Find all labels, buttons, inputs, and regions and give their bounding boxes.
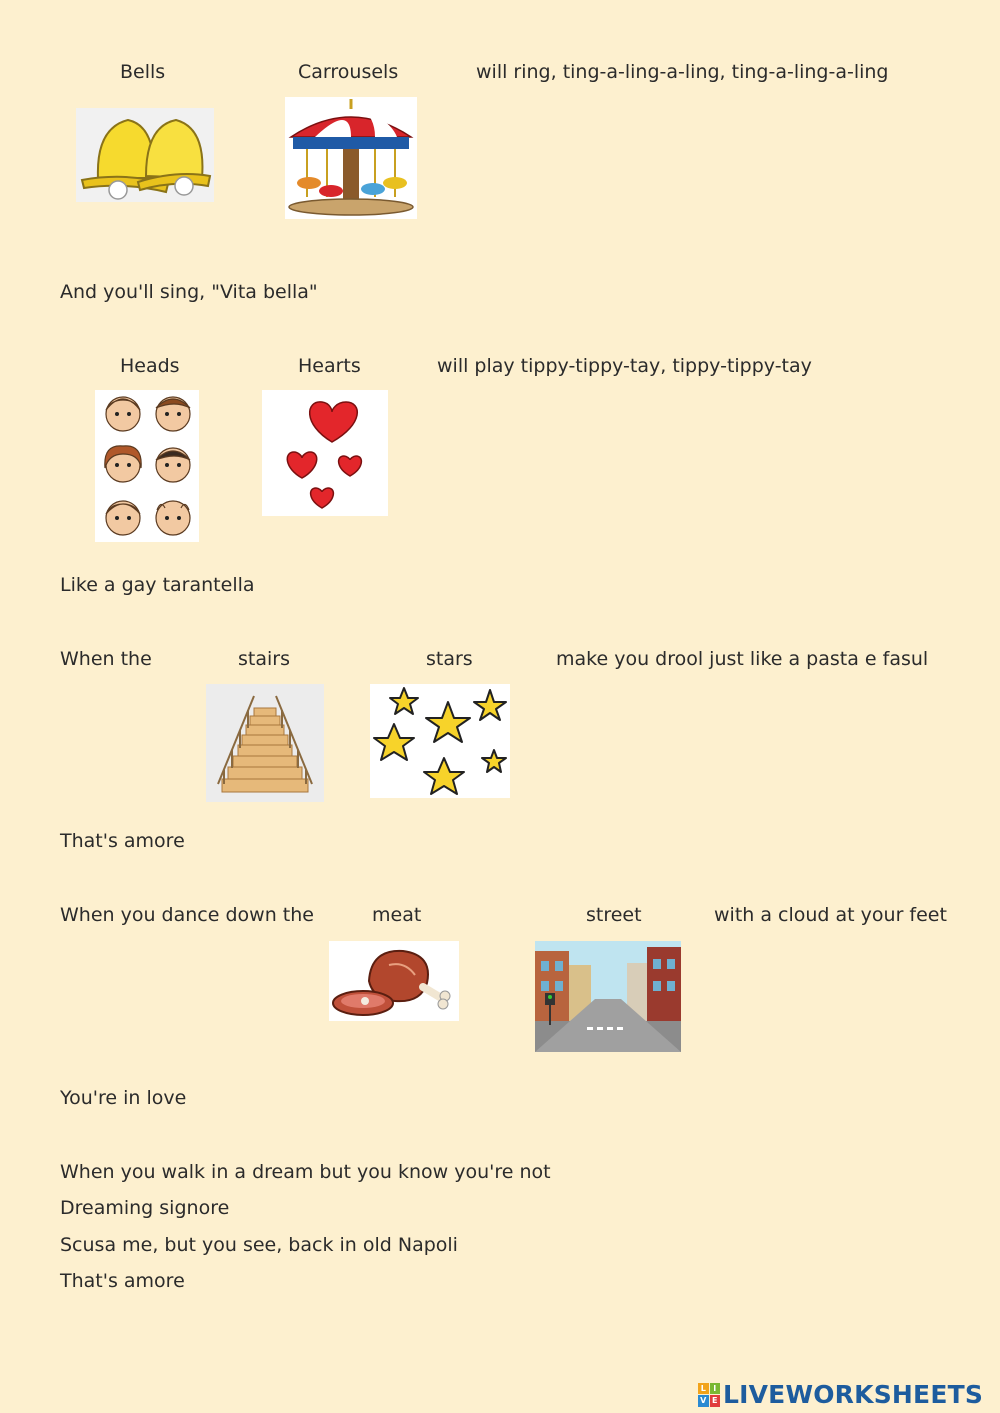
lyric-line-ring: will ring, ting-a-ling-a-ling, ting-a-ling-a-ling: [476, 61, 889, 83]
lyric-line-play: will play tippy-tippy-tay, tippy-tippy-tay: [437, 355, 812, 377]
liveworksheets-logo[interactable]: [698, 1380, 983, 1409]
lyric-line-in-love: You're in love: [60, 1087, 187, 1109]
option-street[interactable]: street: [586, 904, 642, 926]
option-meat[interactable]: meat: [372, 904, 422, 926]
logo-letter: V: [698, 1395, 709, 1407]
option-stairs[interactable]: stairs: [238, 648, 290, 670]
meat-image[interactable]: [329, 941, 459, 1021]
logo-mark-icon: [698, 1383, 720, 1407]
stars-image[interactable]: [370, 684, 510, 798]
option-stars[interactable]: stars: [426, 648, 473, 670]
option-carrousels[interactable]: Carrousels: [298, 61, 399, 83]
logo-letter: L: [698, 1383, 709, 1395]
hearts-image[interactable]: [262, 390, 388, 516]
option-hearts[interactable]: Hearts: [298, 355, 361, 377]
logo-text: LIVEWORKSHEETS: [723, 1380, 984, 1409]
lyric-line-dreaming: Dreaming signore: [60, 1197, 230, 1219]
lyric-line-cloud: with a cloud at your feet: [714, 904, 947, 926]
lyric-line-amore-1: That's amore: [60, 830, 185, 852]
logo-letter: I: [710, 1383, 721, 1395]
heads-image[interactable]: [95, 390, 199, 542]
lyric-line-drool: make you drool just like a pasta e fasul: [556, 648, 929, 670]
logo-letter: E: [710, 1395, 721, 1407]
option-bells[interactable]: Bells: [120, 61, 166, 83]
bells-image[interactable]: [76, 108, 214, 202]
carousel-image[interactable]: [285, 97, 417, 219]
lyric-intro-when-the: When the: [60, 648, 152, 670]
lyric-line-walk-dream: When you walk in a dream but you know you're not: [60, 1161, 551, 1183]
lyric-line-vita-bella: And you'll sing, "Vita bella": [60, 281, 318, 303]
lyric-line-tarantella: Like a gay tarantella: [60, 574, 255, 596]
lyric-line-napoli: Scusa me, but you see, back in old Napoli: [60, 1234, 458, 1256]
option-heads[interactable]: Heads: [120, 355, 180, 377]
stairs-image[interactable]: [206, 684, 324, 802]
street-image[interactable]: [535, 941, 681, 1052]
lyric-line-amore-2: That's amore: [60, 1270, 185, 1292]
lyric-intro-dance: When you dance down the: [60, 904, 314, 926]
